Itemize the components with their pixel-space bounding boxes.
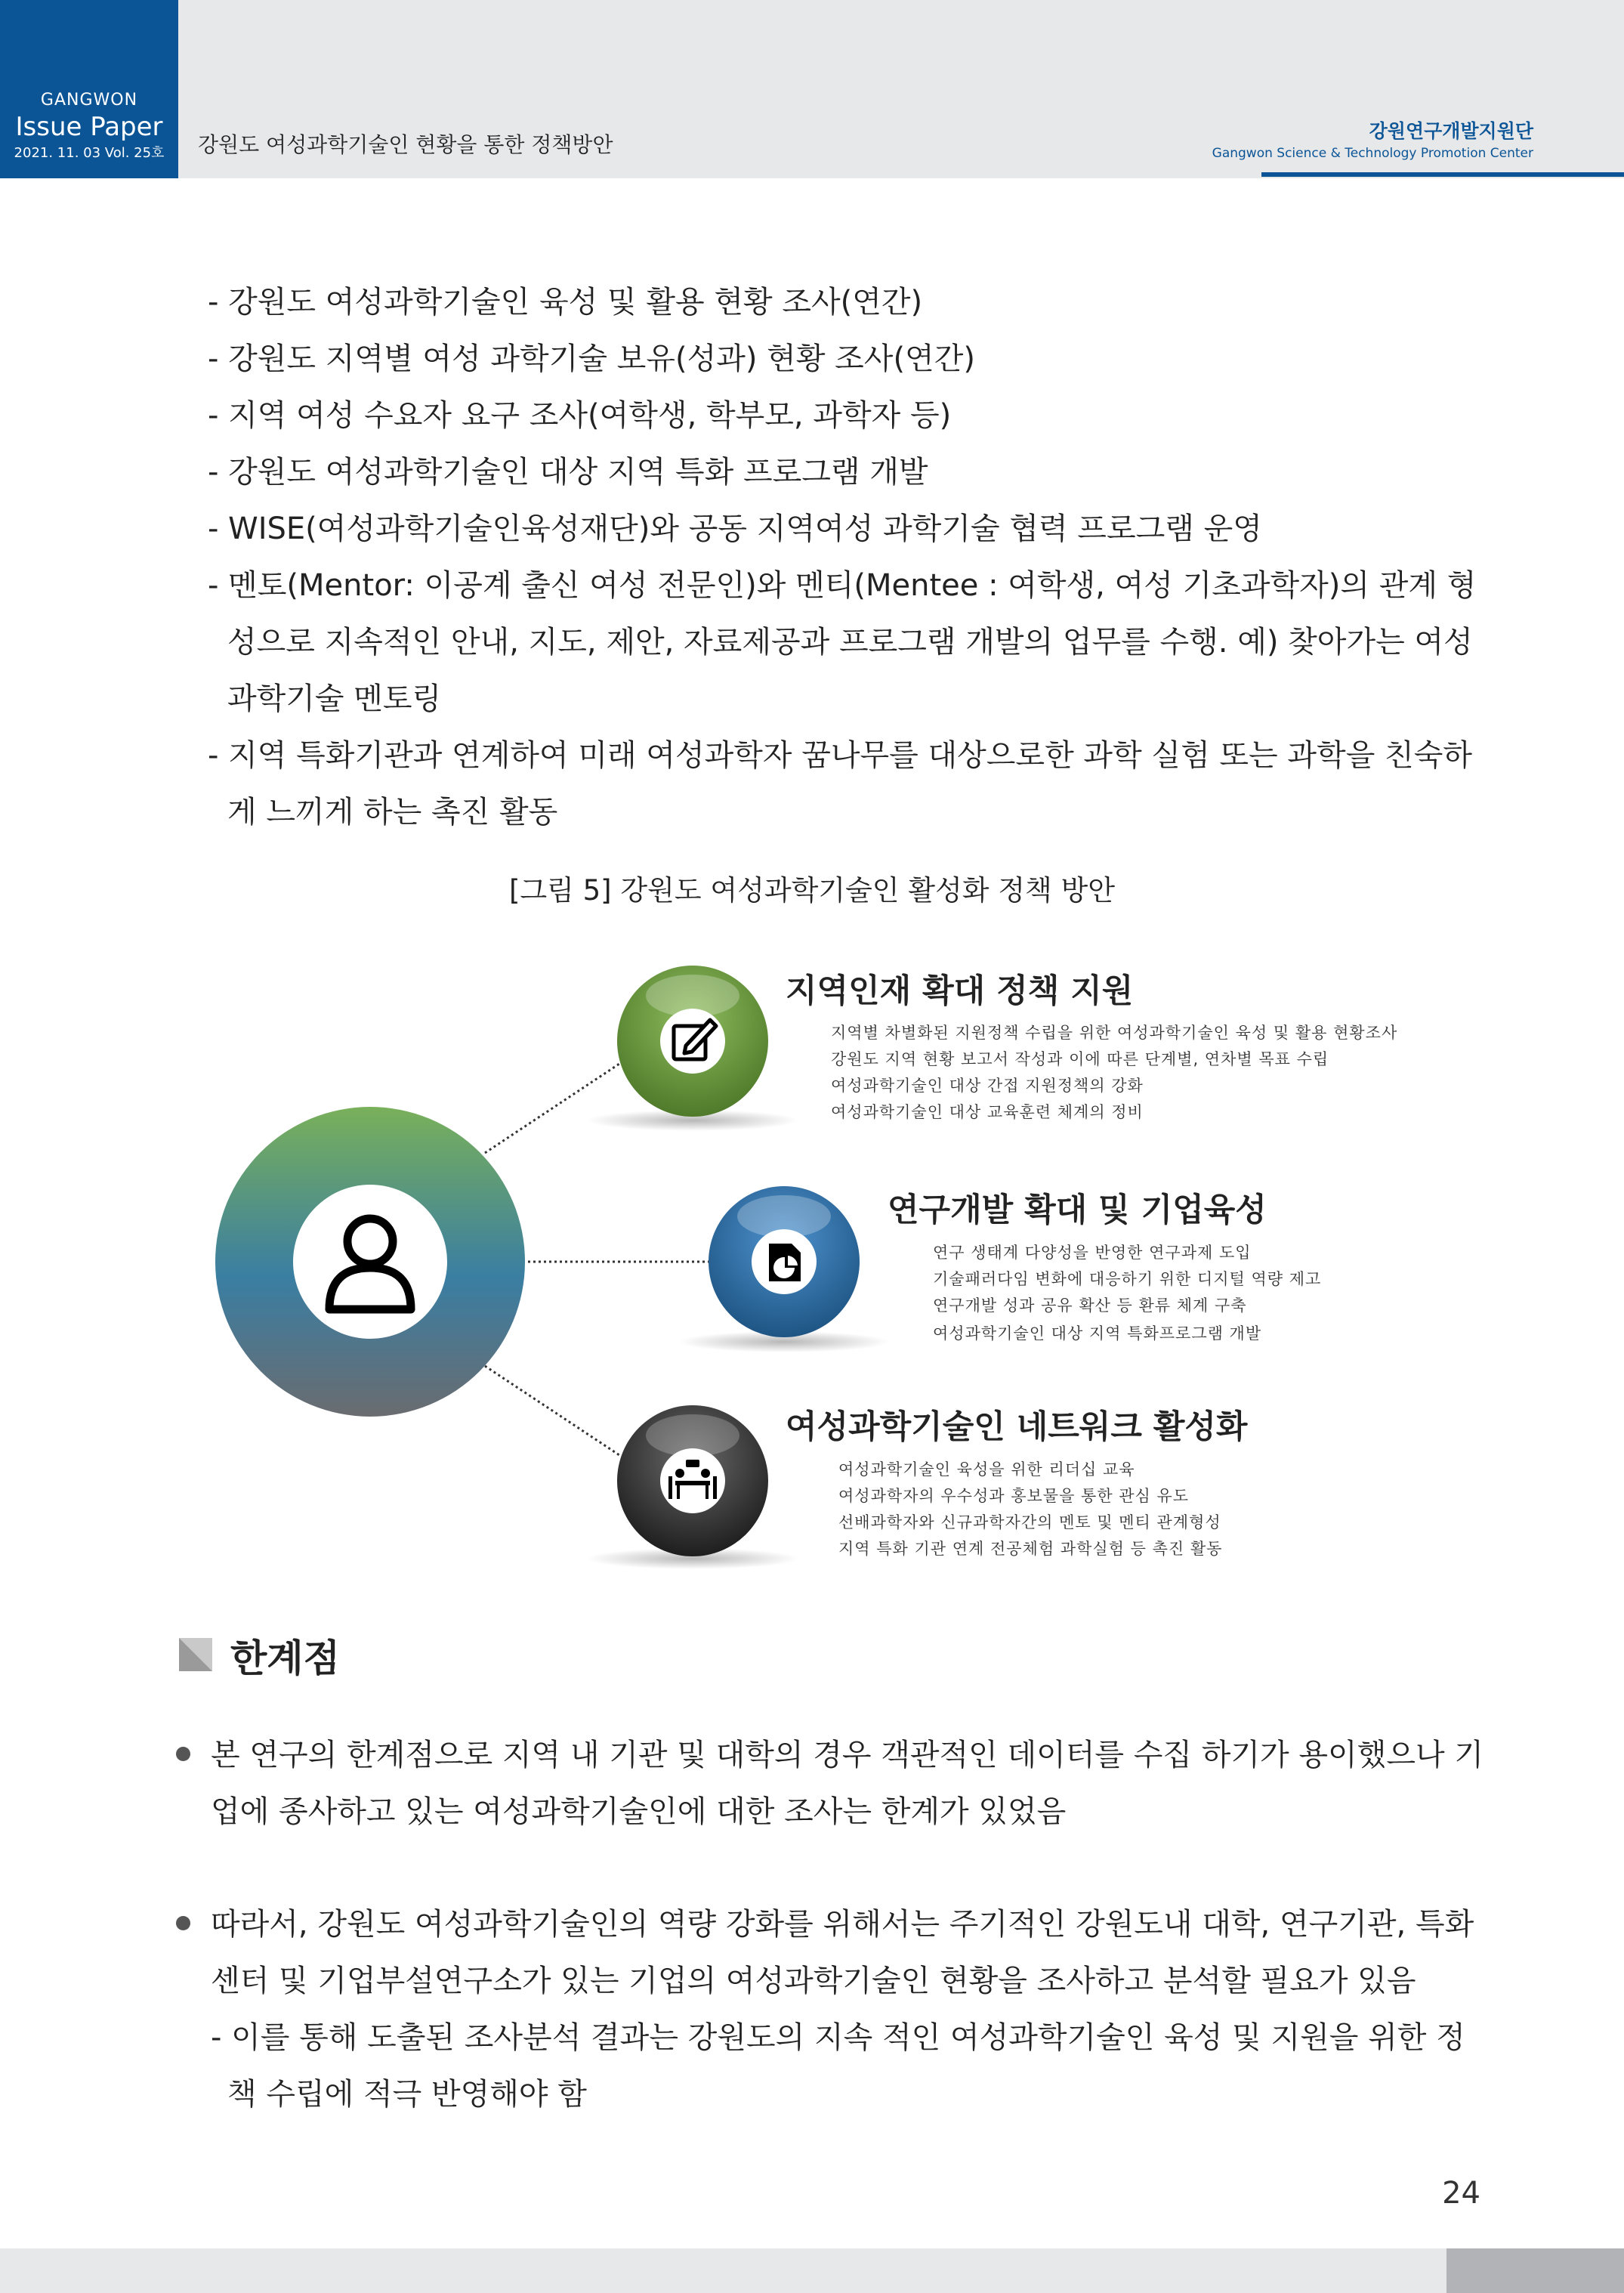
organization-name: 강원연구개발지원단 [1369, 120, 1533, 142]
header-divider [1261, 172, 1624, 177]
group-item: 연구 생태계 다양성을 반영한 연구과제 도입 [933, 1244, 1252, 1262]
bullet-line: 성으로 지속적인 안내, 지도, 제안, 자료제공과 프로그램 개발의 업무를 수행. 예) 찾아가는 여성 [227, 625, 1473, 660]
policy-bullets [208, 274, 1477, 841]
group-item: 여성과학기술인 대상 지역 특화프로그램 개발 [933, 1324, 1262, 1343]
document-title: 강원도 여성과학기술인 현황을 통한 정책방안 [198, 132, 613, 157]
group-item: 연구개발 성과 공유 확산 등 환류 체계 구축 [933, 1296, 1247, 1315]
brand-name: Issue Paper [15, 112, 163, 142]
bullet-line: - 강원도 여성과학기술인 육성 및 활용 현황 조사(연간) [208, 285, 923, 320]
section-title: 한계점 [230, 1636, 340, 1680]
group-item: 여성과학기술인 대상 교육훈련 체계의 정비 [831, 1103, 1144, 1121]
page-footer [0, 2248, 1624, 2293]
group-item: 지역별 차별화된 지원정책 수립을 위한 여성과학기술인 육성 및 활용 현황조사 [831, 1024, 1398, 1042]
paragraph-line: 따라서, 강원도 여성과학기술인의 역량 강화를 위해서는 주기적인 강원도내 대학, 연구기관, 특화 [176, 1896, 1460, 1953]
paragraph-line: - 이를 통해 도출된 조사분석 결과는 강원도의 지속 적인 여성과학기술인 육성 및 지원을 위한 정 [211, 2020, 1465, 2055]
connector-line [485, 1064, 619, 1153]
paragraph-line: 센터 및 기업부설연구소가 있는 기업의 여성과학기술인 현황을 조사하고 분석할 필요가 있음 [211, 1964, 1416, 1998]
limitation-paragraph-1 [176, 1727, 1484, 1840]
paragraph-line: 본 연구의 한계점으로 지역 내 기관 및 대학의 경우 객관적인 데이터를 수집 하기가 용이했으나 기 [176, 1727, 1460, 1784]
footer-accent [1446, 2248, 1624, 2293]
bullet-dot-icon [176, 1916, 190, 1930]
page-number: 24 [1442, 2176, 1480, 2211]
group-item: 기술패러다임 변화에 대응하기 위한 디지털 역량 제고 [933, 1270, 1322, 1288]
limitation-paragraph-2 [176, 1896, 1474, 2123]
brand-region: GANGWON [40, 91, 138, 110]
bullet-line: - 멘토(Mentor: 이공계 출신 여성 전문인)와 멘티(Mentee : 여학생, 여성 기초과학자)의 관계 형 [208, 568, 1477, 603]
organization-name-en: Gangwon Science & Technology Promotion Center [1212, 146, 1533, 161]
group-title: 연구개발 확대 및 기업육성 [888, 1191, 1267, 1229]
section-marker-icon [179, 1638, 212, 1671]
bullet-line: 과학기술 멘토링 [227, 681, 442, 716]
bullet-dot-icon [176, 1747, 190, 1761]
group-title: 지역인재 확대 정책 지원 [786, 972, 1134, 1010]
issue-date: 2021. 11. 03 Vol. 25호 [14, 145, 165, 161]
paragraph-line: 업에 종사하고 있는 여성과학기술인에 대한 조사는 한계가 있었음 [211, 1794, 1067, 1829]
bullet-line: - WISE(여성과학기술인육성재단)와 공동 지역여성 과학기술 협력 프로그램 운영 [208, 511, 1262, 546]
page-header [0, 0, 1624, 178]
group-item: 여성과학기술인 육성을 위한 리더십 교육 [838, 1460, 1135, 1479]
figure-caption: [그림 5] 강원도 여성과학기술인 활성화 정책 방안 [508, 874, 1116, 907]
group-item: 선배과학자와 신규과학자간의 멘토 및 멘티 관계형성 [838, 1513, 1221, 1531]
group-title: 여성과학기술인 네트워크 활성화 [786, 1408, 1248, 1446]
bullet-line: 게 느끼게 하는 촉진 활동 [227, 795, 558, 830]
bullet-line: - 강원도 지역별 여성 과학기술 보유(성과) 현황 조사(연간) [208, 341, 975, 376]
group-item: 강원도 지역 현황 보고서 작성과 이에 따른 단계별, 연차별 목표 수립 [831, 1050, 1329, 1068]
group-item: 여성과학자의 우수성과 홍보물을 통한 관심 유도 [838, 1487, 1190, 1505]
policy-diagram [196, 935, 1450, 1585]
report-chart-icon [769, 1244, 801, 1281]
group-item: 여성과학기술인 대상 간접 지원정책의 강화 [831, 1077, 1144, 1095]
group-item: 지역 특화 기관 연계 전공체험 과학실험 등 촉진 활동 [838, 1540, 1223, 1558]
issue-paper-logo [0, 0, 178, 178]
bullet-line: - 강원도 여성과학기술인 대상 지역 특화 프로그램 개발 [208, 455, 928, 490]
bullet-line: - 지역 여성 수요자 요구 조사(여학생, 학부모, 과학자 등) [208, 398, 952, 433]
connector-line [485, 1366, 619, 1455]
paragraph-line: 책 수립에 적극 반영해야 함 [227, 2077, 587, 2112]
bullet-line: - 지역 특화기관과 연계하여 미래 여성과학자 꿈나무를 대상으로한 과학 실험 또는 과학을 친숙하 [208, 738, 1472, 773]
